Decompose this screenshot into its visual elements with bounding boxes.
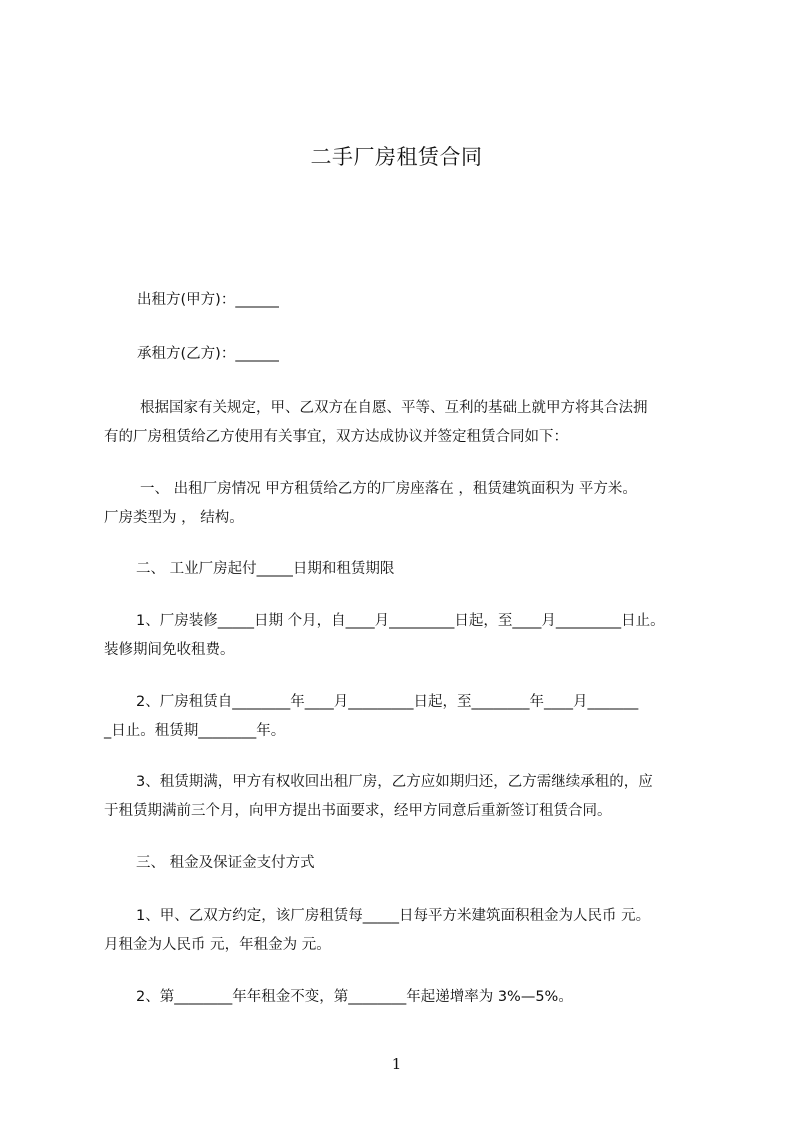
lessee-line: 承租方(乙方)：______ xyxy=(137,346,279,362)
clause-2-1-paragraph xyxy=(104,607,724,665)
section-1-line-1: 一、 出租厂房情况 甲方租赁给乙方的厂房座落在 ，租赁建筑面积为 平方米。 xyxy=(140,481,637,497)
clause-2-2-line-1: 2、厂房租赁自________年____月_________日起，至________年____月_______ xyxy=(136,694,639,710)
section-2-heading: 二、 工业厂房起付_____日期和租赁期限 xyxy=(136,561,395,577)
clause-3-1-line-2: 月租金为人民币 元，年租金为 元。 xyxy=(104,937,331,953)
clause-3-1-line-1: 1、甲、乙双方约定，该厂房租赁每_____日每平方米建筑面积租金为人民币 元。 xyxy=(136,908,651,924)
preamble-paragraph xyxy=(104,394,724,452)
section-1-paragraph xyxy=(104,475,724,533)
clause-2-1-line-1: 1、厂房装修_____日期 个月，自____月_________日起，至____月_________日止。 xyxy=(136,613,665,629)
document-title: 二手厂房租赁合同 xyxy=(310,145,483,169)
clause-3-2: 2、第________年年租金不变，第________年起递增率为 3%—5%。 xyxy=(136,989,573,1005)
preamble-line-2: 有的厂房租赁给乙方使用有关事宜，双方达成协议并签定租赁合同如下： xyxy=(104,429,568,445)
clause-2-1-line-2: 装修期间免收租费。 xyxy=(104,642,235,658)
clause-2-2-paragraph xyxy=(104,688,724,746)
clause-2-3-line-2: 于租赁期满前三个月，向甲方提出书面要求，经甲方同意后重新签订租赁合同。 xyxy=(104,803,612,819)
clause-2-3-paragraph xyxy=(104,768,724,826)
lessor-line: 出租方(甲方)：______ xyxy=(137,292,279,308)
clause-2-3-line-1: 3、租赁期满，甲方有权收回出租厂房，乙方应如期归还，乙方需继续承租的，应 xyxy=(136,774,653,790)
page-number: 1 xyxy=(391,1055,402,1073)
clause-2-2-line-2: _日止。租赁期________年。 xyxy=(104,723,286,739)
clause-3-1-paragraph xyxy=(104,902,724,960)
section-1-line-2: 厂房类型为 ， 结构。 xyxy=(104,510,244,526)
preamble-line-1: 根据国家有关规定，甲、乙双方在自愿、平等、互利的基础上就甲方将其合法拥 xyxy=(140,400,648,416)
section-3-heading: 三、 租金及保证金支付方式 xyxy=(136,855,315,871)
